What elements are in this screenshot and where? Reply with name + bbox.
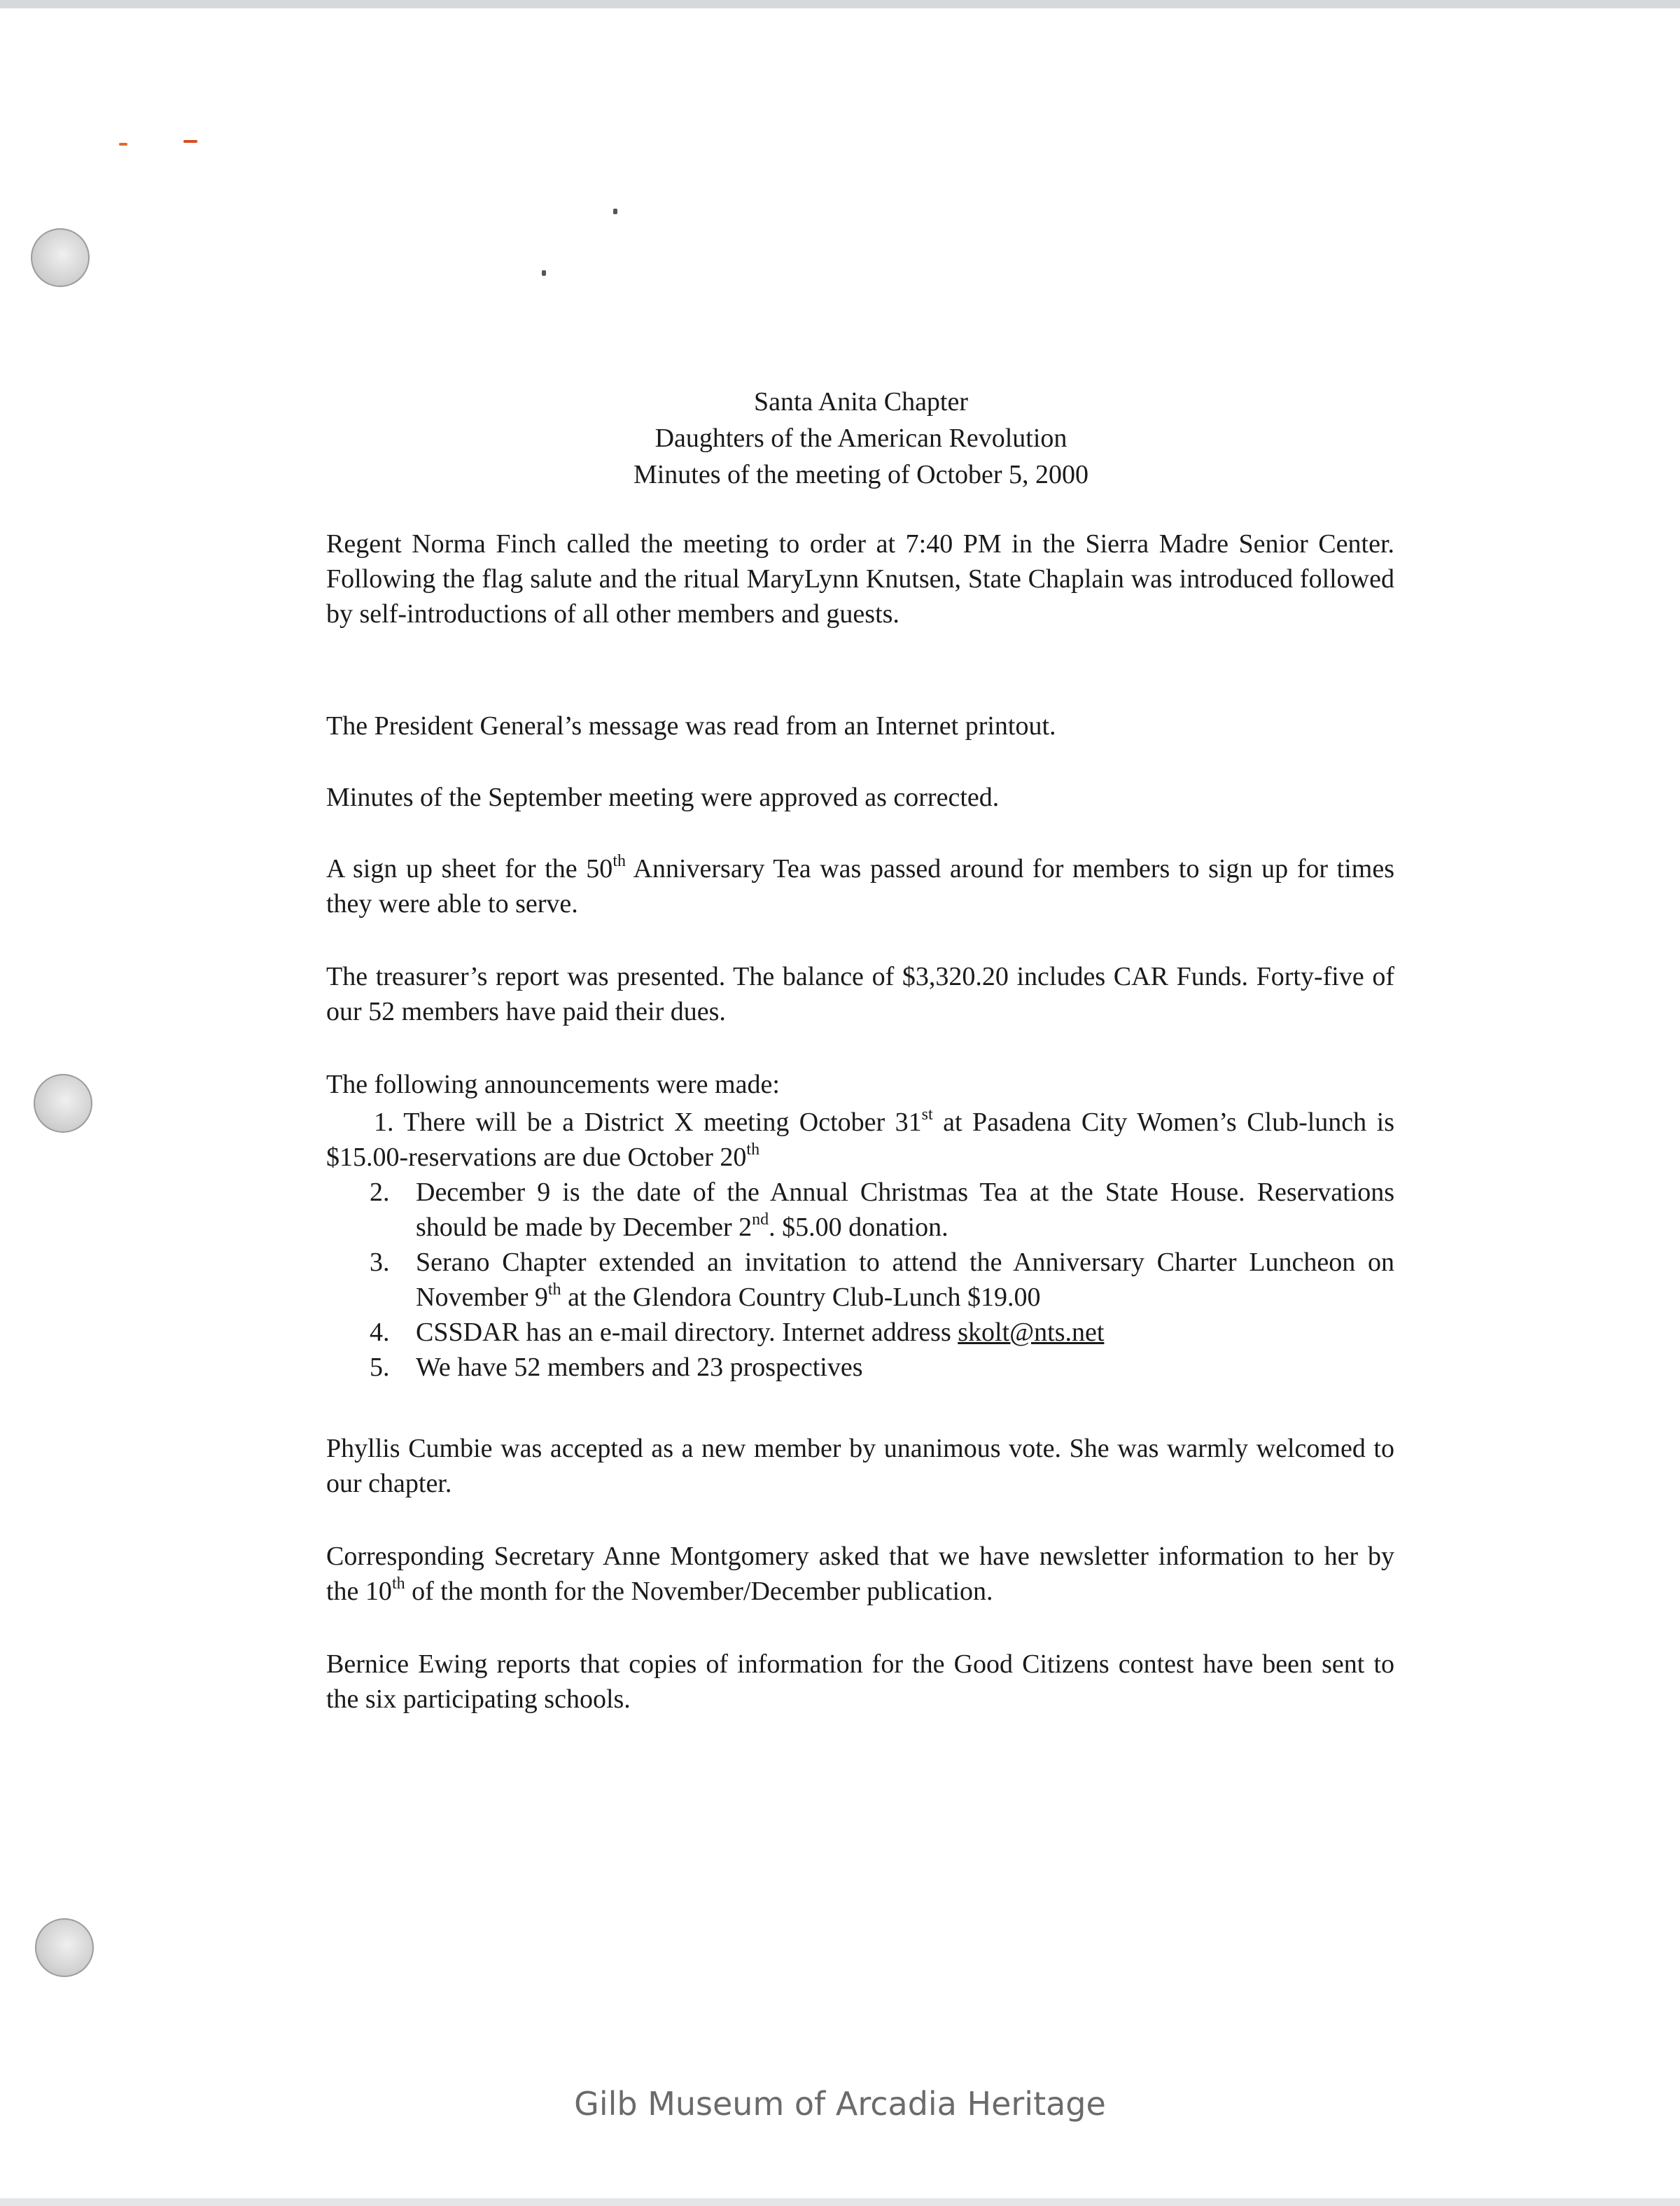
item-number: 5. [370, 1353, 390, 1382]
title-organization: Daughters of the American Revolution [654, 424, 1068, 453]
superscript: th [612, 852, 626, 870]
text-span: We have 52 members and 23 prospectives [416, 1353, 863, 1382]
text-span: Anniversary Tea was passed around for members to sign up for times they were able to serve. [326, 854, 1394, 919]
paragraph-newsletter [326, 1539, 1394, 1609]
paragraph-good-citizens: Bernice Ewing reports that copies of information for the Good Citizens contest have been sent to the six participating schools. [326, 1649, 1394, 1714]
superscript: nd [752, 1210, 769, 1229]
announcement-item-3 [326, 1245, 1394, 1315]
superscript: th [547, 1280, 561, 1299]
text-span: There will be a District X meeting October 31 [403, 1108, 922, 1137]
item-number: 4. [370, 1318, 390, 1347]
punch-hole-middle [34, 1074, 92, 1133]
announcement-item-4 [326, 1315, 1394, 1350]
text-span: at Pasadena City Women’s Club-lunch is $15.00-reservations are due October 20 [326, 1108, 1394, 1172]
announcement-item-1 [326, 1105, 1394, 1175]
punch-hole-bottom [35, 1918, 94, 1977]
paragraph-new-member: Phyllis Cumbie was accepted as a new member by unanimous vote. She was warmly welcomed to our chapter. [326, 1434, 1394, 1498]
title-meeting-date: Minutes of the meeting of October 5, 2000 [633, 460, 1089, 489]
paragraph-minutes-approved: Minutes of the September meeting were approved as corrected. [326, 783, 1000, 812]
text-span: A sign up sheet for the 50 [326, 854, 613, 884]
superscript: th [746, 1140, 760, 1159]
text-span: . $5.00 donation. [769, 1213, 948, 1242]
paragraph-treasurer-report: The treasurer’s report was presented. The balance of $3,320.20 includes CAR Funds. Forty-five of our 52 members have paid their dues. [326, 962, 1394, 1026]
paragraph-president-message: The President General’s message was read from an Internet printout. [326, 711, 1056, 741]
announcements-list [326, 1105, 1394, 1385]
paragraph-announcements-intro: The following announcements were made: [326, 1070, 780, 1099]
scan-bottom-edge [0, 2198, 1680, 2206]
announcement-item-2 [326, 1175, 1394, 1245]
punch-hole-top [31, 228, 90, 287]
speck-mark [183, 140, 197, 143]
text-span: of the month for the November/December publication. [405, 1577, 993, 1606]
paragraph-call-to-order: Regent Norma Finch called the meeting to order at 7:40 PM in the Sierra Madre Senior Center. Following the flag salute and the ritual MaryLynn Knutsen, State Chaplain was introduced followed by self-introductions of all other members and guests. [326, 529, 1394, 629]
watermark-footer: Gilb Museum of Arcadia Heritage [574, 2085, 1106, 2123]
speck-mark [542, 270, 546, 276]
text-span: at the Glendora Country Club-Lunch $19.00 [561, 1283, 1041, 1312]
item-number: 1. [374, 1108, 394, 1137]
announcement-item-5 [326, 1350, 1394, 1385]
scan-top-edge [0, 0, 1680, 8]
item-number: 3. [370, 1248, 390, 1277]
title-chapter: Santa Anita Chapter [753, 387, 969, 417]
speck-mark [119, 143, 127, 146]
paragraph-tea-signup [326, 851, 1394, 921]
text-span: Corresponding Secretary Anne Montgomery asked that we have newsletter information to her by the 10 [326, 1542, 1394, 1606]
text-span: Serano Chapter extended an invitation to attend the Anniversary Charter Luncheon on November 9 [416, 1248, 1394, 1312]
speck-mark [613, 209, 617, 214]
superscript: st [921, 1105, 933, 1124]
text-span: December 9 is the date of the Annual Christmas Tea at the State House. Reservations should be made by December 2 [416, 1178, 1394, 1242]
superscript: th [391, 1575, 405, 1593]
document-title [329, 384, 1393, 493]
item-number: 2. [370, 1178, 390, 1207]
email-link[interactable]: skolt@nts.net [958, 1318, 1105, 1347]
text-span: CSSDAR has an e-mail directory. Internet address [416, 1318, 958, 1347]
